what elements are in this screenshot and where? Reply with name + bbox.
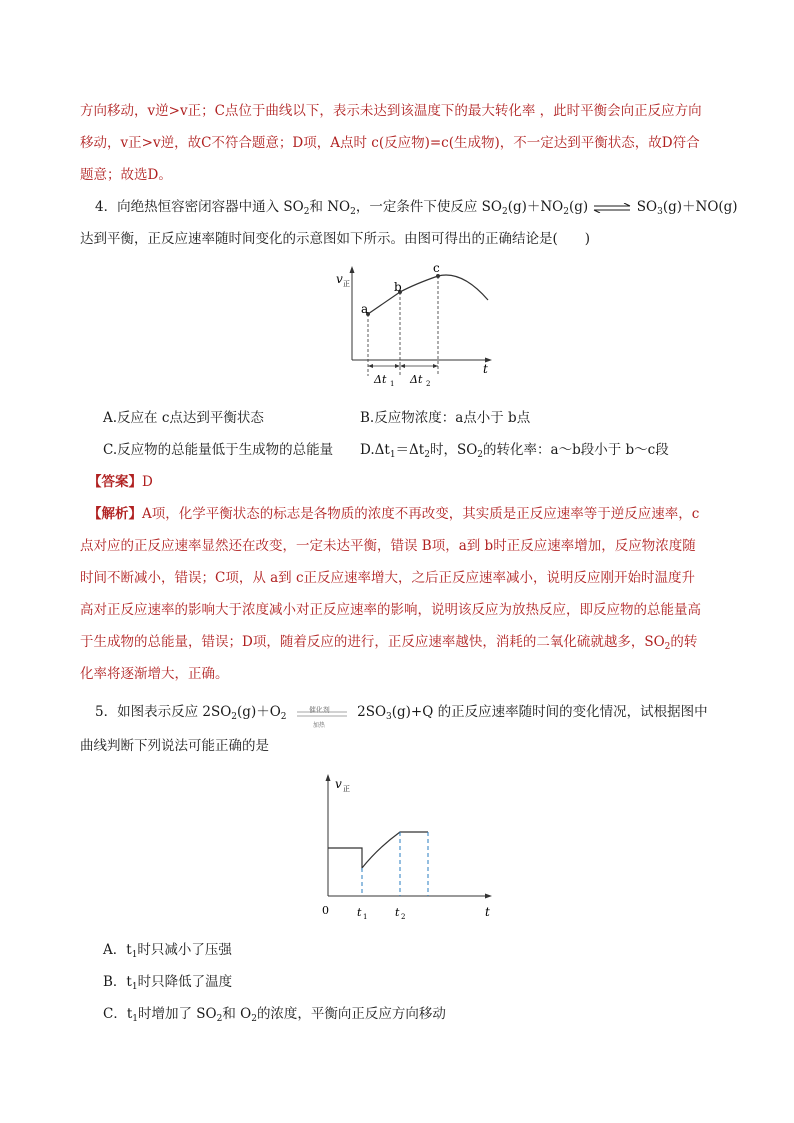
q5-tick-t2: t xyxy=(395,906,400,919)
q4-analysis-line-1: 【解析】A项，化学平衡状态的标志是各物质的浓度不再改变，其实质是正反应速率等于逆反应速率，c xyxy=(88,506,700,522)
q5-option-a: A．$t_1$时只减小了压强 xyxy=(103,942,232,960)
q5-rate-time-chart xyxy=(310,768,500,924)
svg-text:2: 2 xyxy=(426,380,431,388)
q4-stem-line-1: 4．向绝热恒容密闭容器中通入 $SO_2$和 $NO_2$，一定条件下使反应 $SO_2(g)+NO_2(g)$ $SO_3(g)+NO(g)$ xyxy=(95,199,738,217)
prev-solution-line-3: 题意；故选D。 xyxy=(80,167,172,183)
svg-text:正: 正 xyxy=(343,280,350,288)
q5-y-label: v xyxy=(335,777,342,791)
q4-analysis-line-5: 于生成物的总能量，错误；D项，随着反应的进行，正反应速率越快，消耗的二氧化硫就越多，$SO_2$的转 xyxy=(80,634,698,652)
svg-text:1: 1 xyxy=(390,380,395,388)
q4-option-a: A.反应在 c点达到平衡状态 xyxy=(103,410,264,426)
q5-tick-t1: t xyxy=(357,906,362,919)
q5-stem-line-2: 曲线判断下列说法可能正确的是 xyxy=(80,738,269,754)
q4-interval-2: Δt xyxy=(410,373,423,386)
q4-x-label: t xyxy=(483,362,488,376)
svg-text:c: c xyxy=(433,262,440,275)
svg-text:正: 正 xyxy=(343,785,350,793)
q5-option-b: B．$t_1$时只降低了温度 xyxy=(103,974,233,992)
q4-option-b: B.反应物浓度：a点小于 b点 xyxy=(360,410,531,426)
q5-reaction-condition: 催化剂 加热 xyxy=(291,703,353,723)
q4-interval-1: Δt xyxy=(374,373,387,386)
q5-stem-line-1: 5．如图表示反应 $2SO_2(g)+O_2$ 催化剂 加热 $2SO_3(g)+Q$ 的正反应速率随时间的变化情况，试根据图中 xyxy=(95,704,708,729)
q4-analysis-line-4: 高对正反应速率的影响大于浓度减小对正反应速率的影响，说明该反应为放热反应，即反应物的总能量高 xyxy=(80,602,701,618)
q4-option-c: C.反应物的总能量低于生成物的总能量 xyxy=(103,442,334,458)
q4-y-label: v xyxy=(336,272,343,286)
prev-solution-line-2: 移动，v正>v逆，故C不符合题意；D项，A点时 c(反应物)=c(生成物)，不一定达到平衡状态，故D符合 xyxy=(80,135,700,151)
q4-rate-time-chart xyxy=(330,262,500,392)
q4-option-d: $D.\Delta t_1=\Delta t_2$时，$SO_2$的转化率：a～b段小于 b～c段 xyxy=(360,442,669,460)
q4-rate-curve xyxy=(368,275,488,314)
q4-analysis-line-3: 时间不断减小，错误；C项，从 a到 c正反应速率增大，之后正反应速率减小，说明反应刚开始时温度升 xyxy=(80,570,696,586)
q4-analysis-line-6: 化率将逐渐增大，正确。 xyxy=(80,666,229,682)
equilibrium-arrow-icon xyxy=(592,203,632,213)
q4-stem-line-2: 达到平衡，正反应速率随时间变化的示意图如下所示。由图可得出的正确结论是( ) xyxy=(80,231,591,247)
q5-option-c: C．$t_1$时增加了 $SO_2$和 $O_2$的浓度，平衡向正反应方向移动 xyxy=(103,1006,446,1024)
q4-analysis-line-2: 点对应的正反应速率显然还在改变，一定未达平衡，错误 B项，a到 b时正反应速率增加，反应物浓度随 xyxy=(80,538,696,554)
q4-answer: 【答案】D xyxy=(88,474,153,490)
svg-text:2: 2 xyxy=(401,913,406,921)
q5-x-label: t xyxy=(485,905,490,919)
q5-rate-curve xyxy=(328,832,428,868)
prev-solution-line-1: 方向移动，v逆>v正；C点位于曲线以下，表示未达到该温度下的最大转化率 ，此时平衡会向正反应方向 xyxy=(80,103,702,119)
svg-text:1: 1 xyxy=(363,913,368,921)
svg-text:a: a xyxy=(361,302,369,316)
svg-text:b: b xyxy=(394,280,402,294)
q5-origin: 0 xyxy=(322,904,329,917)
